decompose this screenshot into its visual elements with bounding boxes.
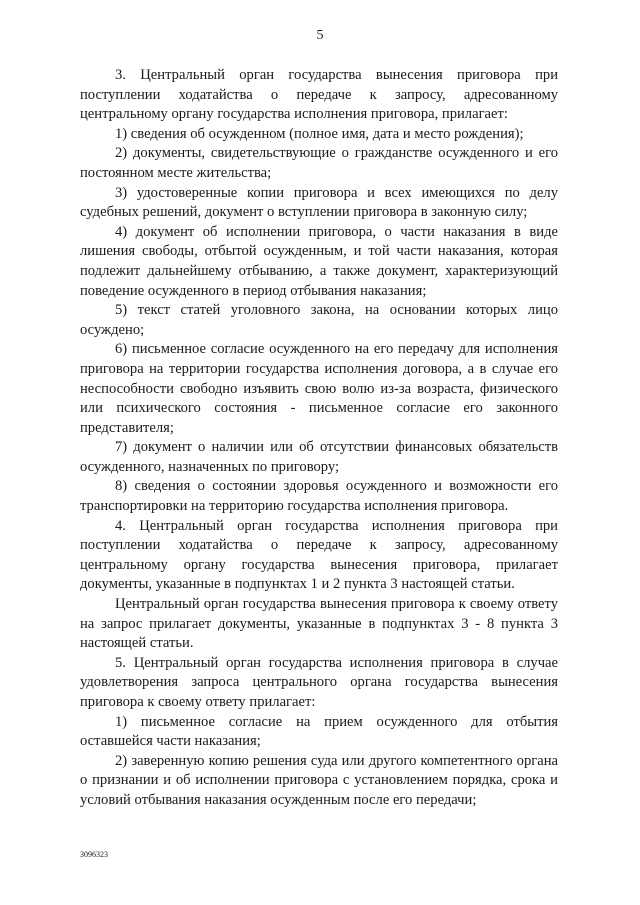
document-id: 3096323: [80, 850, 108, 859]
paragraph-4: 4. Центральный орган государства исполнения приговора при поступлении ходатайства о передаче к запросу, адресованному центральному органу государства вынесения приговора, прилагает документы, указанные в подпунктах 1 и 2 пункта 3 настоящей статьи.: [80, 517, 558, 593]
page-number: 5: [316, 28, 324, 43]
document-body: [80, 66, 558, 811]
paragraph-5: 5. Центральный орган государства исполнения приговора в случае удовлетворения запроса центрального органа государства вынесения приговора к своему ответу прилагает:: [80, 654, 558, 710]
paragraph-3-item-1: 1) сведения об осужденном (полное имя, дата и место рождения);: [115, 125, 524, 142]
paragraph-3-item-3: 3) удостоверенные копии приговора и всех имеющихся по делу судебных решений, документ о вступлении приговора в законную силу;: [80, 184, 558, 221]
paragraph-3-item-2: 2) документы, свидетельствующие о гражданстве осужденного и его постоянном месте жительства;: [80, 145, 558, 181]
paragraph-3-item-4: 4) документ об исполнении приговора, о части наказания в виде лишения свободы, отбытой осужденным, и той части наказания, которая подлежит дальнейшему отбыванию, а также документ, характеризующий поведение осужденного в период отбывания наказания;: [80, 223, 558, 299]
paragraph-3-item-5: 5) текст статей уголовного закона, на основании которых лицо осуждено;: [80, 302, 558, 338]
paragraph-3: 3. Центральный орган государства вынесения приговора при поступлении ходатайства о передаче к запросу, адресованному центральному органу государства исполнения приговора, прилагает:: [80, 67, 558, 123]
paragraph-3-item-7: 7) документ о наличии или об отсутствии финансовых обязательств осужденного, назначенных по приговору;: [80, 439, 558, 475]
paragraph-5-item-1: 1) письменное согласие на прием осужденного для отбытия оставшейся части наказания;: [80, 713, 558, 750]
paragraph-3-item-6: 6) письменное согласие осужденного на его передачу для исполнения приговора на территории государства исполнения договора, а в случае его неспособности свободно изъявить свою волю из-за возраста, физического или психического состояния - письменное согласие его законного представителя;: [80, 341, 558, 436]
paragraph-3-item-8: 8) сведения о состоянии здоровья осужденного и возможности его транспортировки на территорию государства исполнения приговора.: [80, 478, 558, 515]
paragraph-5-item-2: 2) заверенную копию решения суда или другого компетентного органа о признании и об исполнении приговора с установлением порядка, срока и условий отбывания наказания осужденным после его передачи;: [80, 752, 558, 808]
paragraph-4-continuation: Центральный орган государства вынесения приговора к своему ответу на запрос прилагает документы, указанные в подпунктах 3 - 8 пункта 3 настоящей статьи.: [80, 596, 558, 652]
